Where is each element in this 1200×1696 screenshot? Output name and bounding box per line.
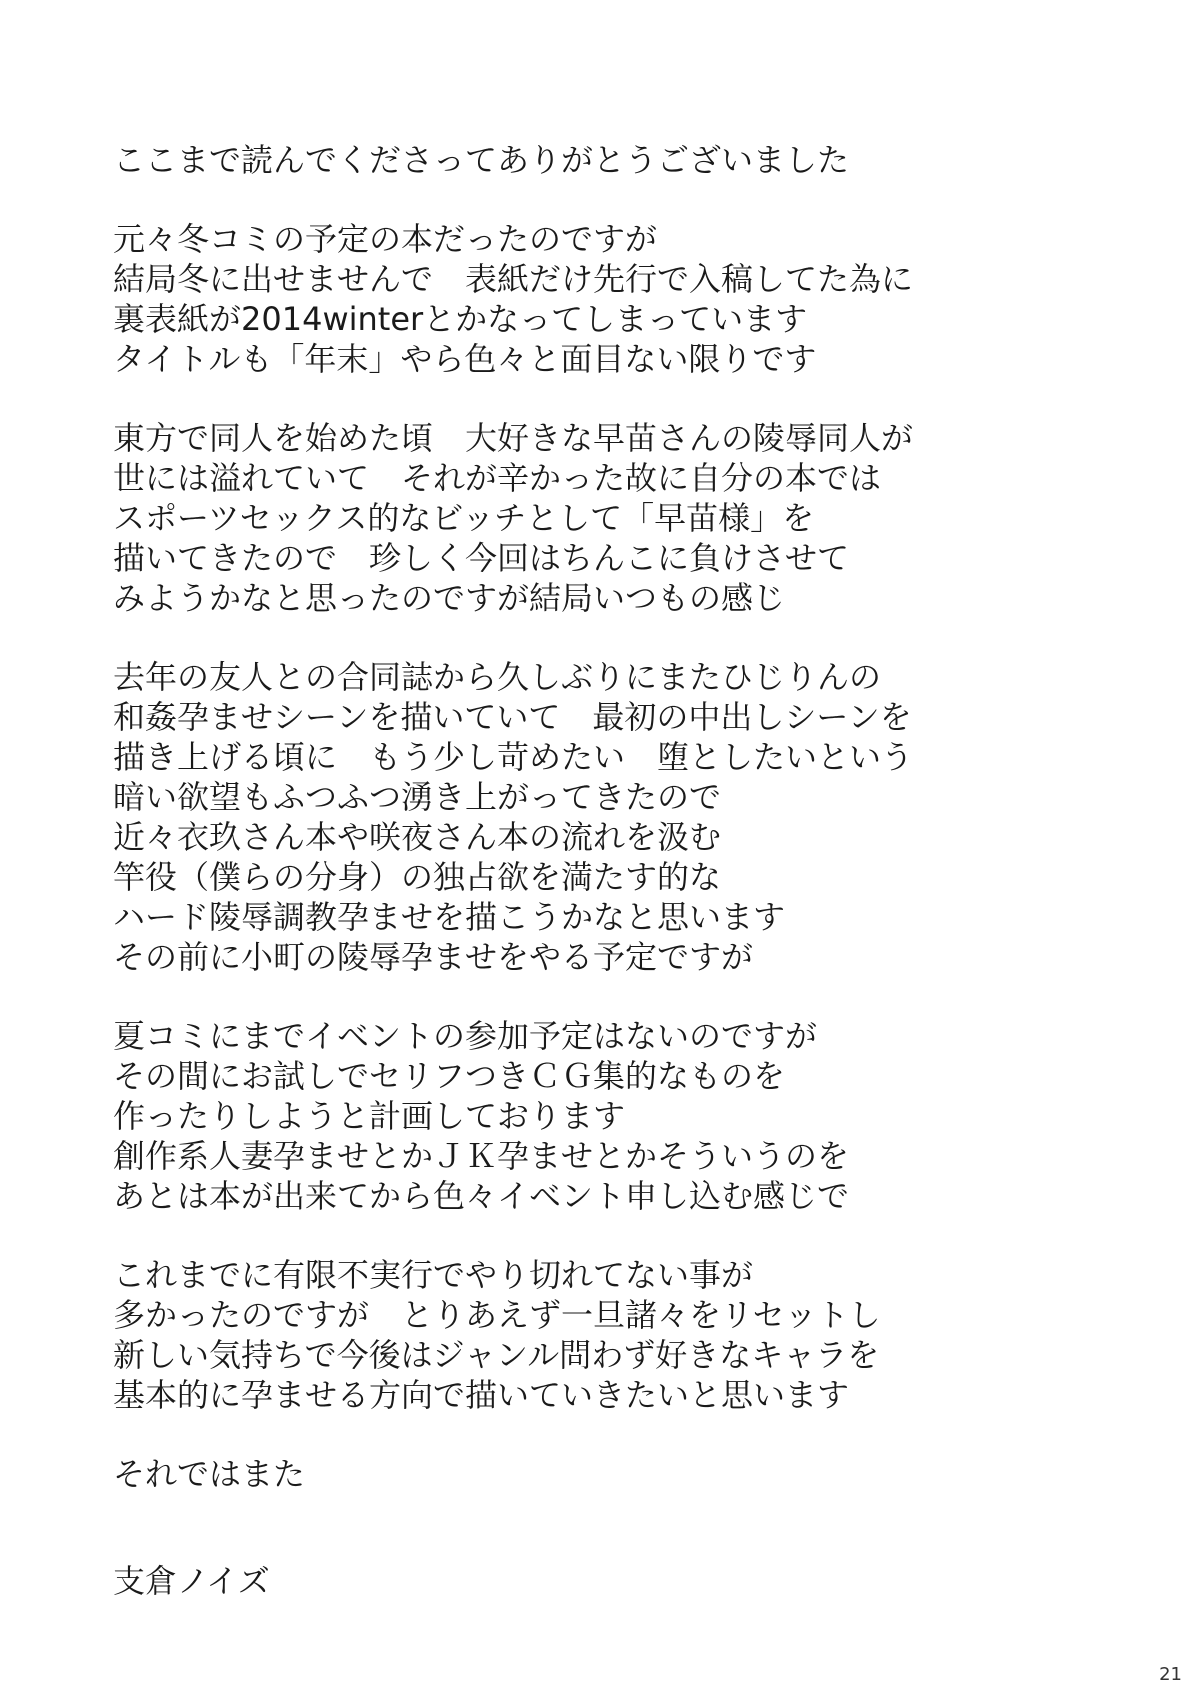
text-line: スポーツセックス的なビッチとして「早苗様」を bbox=[113, 499, 815, 537]
text-line: 竿役（僕らの分身）の独占欲を満たす的な bbox=[113, 858, 722, 896]
text-line: 裏表紙が2014winterとかなってしまっています bbox=[113, 300, 808, 338]
afterword-text bbox=[113, 140, 1093, 1601]
text-line: 暗い欲望もふつふつ湧き上がってきたので bbox=[113, 778, 722, 816]
text-line: あとは本が出来てから色々イベント申し込む感じで bbox=[113, 1177, 850, 1215]
page-number: 21 bbox=[1159, 1664, 1182, 1685]
text-line: その前に小町の陵辱孕ませをやる予定ですが bbox=[113, 938, 754, 976]
author-signature: 支倉ノイズ bbox=[113, 1562, 270, 1600]
text-line: 描き上げる頃に もう少し苛めたい 堕としたいという bbox=[113, 738, 914, 776]
text-line: 多かったのですが とりあえず一旦諸々をリセットし bbox=[113, 1296, 881, 1334]
text-line: 作ったりしようと計画しております bbox=[113, 1097, 626, 1135]
text-line: 去年の友人との合同誌から久しぶりにまたひじりんの bbox=[113, 658, 882, 696]
text-line: 近々衣玖さん本や咲夜さん本の流れを汲む bbox=[113, 818, 722, 856]
text-line: 和姦孕ませシーンを描いていて 最初の中出しシーンを bbox=[113, 698, 912, 736]
text-line: 夏コミにまでイベントの参加予定はないのですが bbox=[113, 1017, 818, 1055]
text-line: 元々冬コミの予定の本だったのですが bbox=[113, 220, 658, 258]
text-line: 世には溢れていて それが辛かった故に自分の本では bbox=[113, 459, 882, 497]
text-line: 描いてきたので 珍しく今回はちんこに負けさせて bbox=[113, 539, 850, 577]
text-line: 基本的に孕ませる方向で描いていきたいと思います bbox=[113, 1376, 850, 1414]
closing-line: それではまた bbox=[113, 1455, 306, 1493]
text-line: 結局冬に出せませんで 表紙だけ先行で入稿してた為に bbox=[113, 260, 914, 298]
text-line: みようかなと思ったのですが結局いつもの感じ bbox=[113, 579, 786, 617]
text-line: 新しい気持ちで今後はジャンル問わず好きなキャラを bbox=[113, 1336, 880, 1374]
text-line: タイトルも「年末」やら色々と面目ない限りです bbox=[113, 340, 817, 378]
text-line: これまでに有限不実行でやり切れてない事が bbox=[113, 1256, 754, 1294]
text-line: その間にお試しでセリフつきＣＧ集的なものを bbox=[113, 1057, 786, 1095]
text-line: ここまで読んでくださってありがとうございました bbox=[113, 141, 850, 179]
text-line: ハード陵辱調教孕ませを描こうかなと思います bbox=[113, 898, 786, 936]
text-line: 東方で同人を始めた頃 大好きな早苗さんの陵辱同人が bbox=[113, 419, 914, 457]
text-line: 創作系人妻孕ませとかＪＫ孕ませとかそういうのを bbox=[113, 1137, 850, 1175]
